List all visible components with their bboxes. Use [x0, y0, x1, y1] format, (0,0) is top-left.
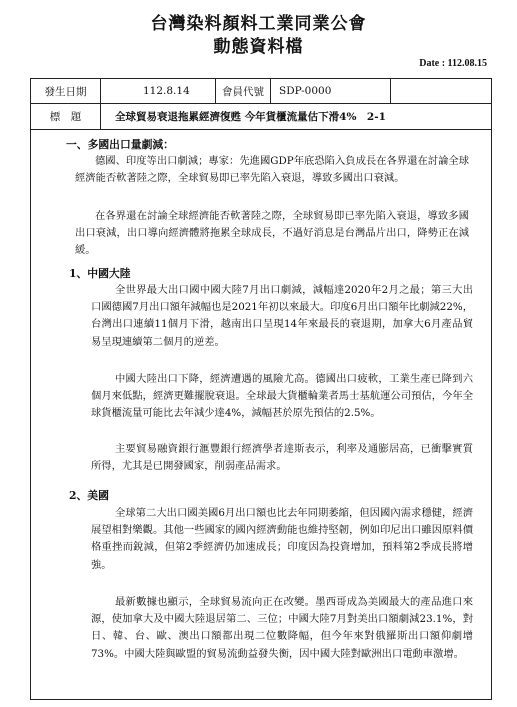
section-paragraph: 最新數據也顯示，全球貿易流向正在改變。墨西哥成為美國最大的產品進口來源，使加拿大及中國大陸退居第二、三位；中國大陸7月對美出口額劇減23.1%，對日、韓、台、歐、澳出口額都出現二位數降幅，但今年來對俄羅斯出口額仰劇增73%。中國大陸與歐盟的貿易流動益發失衡，因中國大陸對歐洲出口電動車激增。 [91, 596, 473, 660]
section-paragraph: 在各界還在討論全球經濟能否軟著陸之際，全球貿易即已率先陷入衰退，導致多國出口衰減，出口導向經濟體將拖累全球成長，不過好消息是台灣晶片出口，降勢正在減緩。 [75, 210, 469, 257]
issue-date-value: 112.8.14 [101, 79, 216, 103]
subject-value: 全球貿易衰退拖累經濟復甦 今年貨櫃流量估下滑4% 2-1 [115, 110, 386, 123]
section-paragraph: 全球第二大出口國美國6月出口額也比去年同期萎縮，但因國內需求穩健，經濟展望相對樂觀。其他一些國家的國內經濟動能也維持堅韌，例如印尼出口雖因原料價格重挫而銳減，但第2季經濟仍加速成長；印度因為投資增加，預料第2季成長將增強。 [91, 507, 473, 571]
section-paragraph: 全世界最大出口國中國大陸7月出口劇減，減幅達2020年2月之最；第三大出口國德國7月出口額年減幅也是2021年初以來最大。印度6月出口額年比劇減22%，台灣出口連續11個月下滑，越南出口呈現14年來最長的衰退期，加拿大6月產品貿易呈現連續第二個月的逆差。 [91, 284, 473, 348]
subsection-heading: 1、中國大陸 [69, 267, 131, 280]
document-type-title: 動態資料檔 [213, 37, 304, 57]
document-date: Date : 112.08.15 [419, 58, 487, 69]
document-body [31, 129, 491, 699]
document-frame [30, 78, 492, 700]
subsection-heading: 2、美國 [69, 489, 109, 502]
member-code-label: 會員代號 [216, 79, 271, 103]
meta-row-date [31, 79, 491, 104]
member-code-value: SDP-0000 [271, 79, 391, 103]
section-paragraph: 主要貿易融資銀行滙豐銀行經濟學者達斯表示，利率及通膨居高，已衝擊實質所得，尤其是已開發國家，削弱產品需求。 [91, 443, 473, 473]
issue-date-label: 發生日期 [31, 79, 101, 103]
section-paragraph: 中國大陸出口下降，經濟遭遇的風險尤高。德國出口疲軟，工業生產已降到六個月來低點，經濟更難擺脫衰退。全球最大貨櫃輪業者馬士基航運公司預估，今年全球貨櫃流量可能比去年減少達4%，減幅甚於原先預估的2.5%。 [91, 373, 473, 420]
meta-row-subject [31, 103, 491, 130]
organization-title: 台灣染料顏料工業同業公會 [150, 14, 367, 34]
subject-label: 標 題 [31, 103, 101, 129]
section-paragraph: 德國、印度等出口劇減；專家：先進國GDP年底恐陷入負成長在各界還在討論全球經濟能否軟著陸之際，全球貿易即已率先陷入衰退，導致多國出口衰減。 [75, 155, 469, 185]
section-heading: 一、多國出口量劇減： [66, 138, 174, 151]
